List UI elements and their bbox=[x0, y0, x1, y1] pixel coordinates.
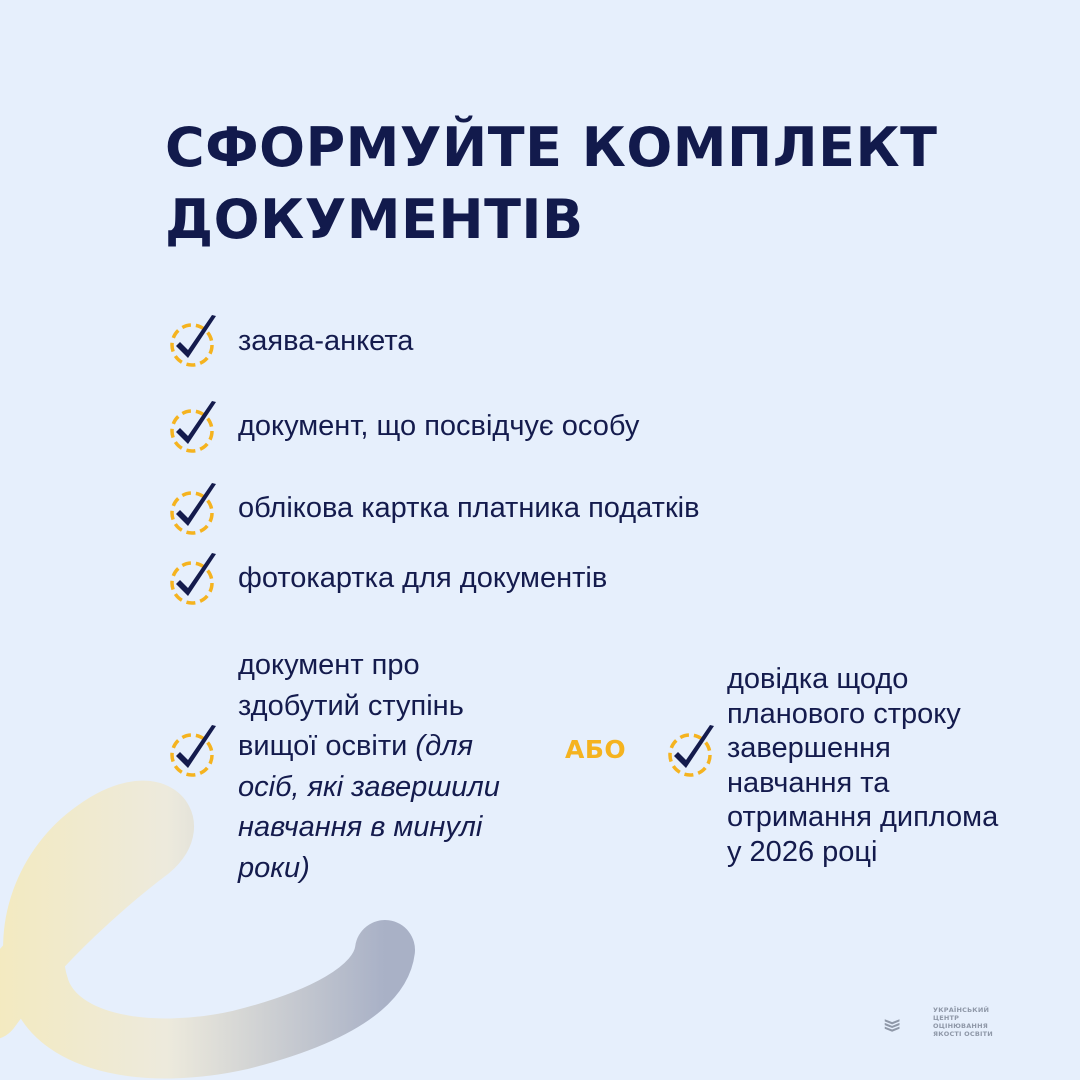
logo-line: ОЦІНЮВАННЯ bbox=[933, 1022, 988, 1030]
check-icon bbox=[166, 722, 222, 782]
checklist-item-label: документ, що посвідчує особу bbox=[238, 410, 640, 442]
option-diploma-line: документ про bbox=[238, 649, 420, 681]
option-diploma-line bbox=[238, 807, 558, 848]
option-certificate-line: довідка щодо bbox=[727, 663, 909, 695]
option-certificate-line: навчання та bbox=[727, 766, 890, 799]
check-icon bbox=[664, 722, 720, 782]
logo-text bbox=[933, 1006, 993, 1038]
option-diploma-plain: вищої освіти bbox=[238, 730, 416, 762]
option-diploma-note: роки) bbox=[238, 851, 310, 884]
check-icon bbox=[166, 398, 222, 458]
option-diploma-line bbox=[238, 848, 558, 889]
page-title bbox=[165, 112, 1025, 256]
check-icon bbox=[166, 480, 222, 540]
check-icon bbox=[166, 550, 222, 610]
option-certificate-line: завершення bbox=[727, 732, 891, 764]
logo-line: ЦЕНТР bbox=[933, 1014, 960, 1022]
logo-line: УКРАЇНСЬКИЙ bbox=[933, 1006, 990, 1014]
title-line-1: СФОРМУЙТЕ КОМПЛЕКТ bbox=[165, 116, 938, 179]
option-diploma-line bbox=[238, 726, 558, 767]
option-certificate-line: планового строку bbox=[727, 697, 961, 730]
option-diploma-line bbox=[238, 767, 558, 808]
option-diploma-text bbox=[238, 645, 558, 888]
option-certificate-line: у 2026 році bbox=[727, 835, 878, 868]
option-diploma-note: навчання в минулі bbox=[238, 811, 483, 843]
option-certificate-line: отримання диплома bbox=[727, 801, 999, 833]
option-diploma-note: (для bbox=[415, 730, 473, 762]
ucoyo-logo-icon bbox=[884, 1004, 932, 1044]
logo-line: ЯКОСТІ ОСВІТИ bbox=[933, 1030, 993, 1038]
option-diploma-note: осіб, які завершили bbox=[238, 770, 500, 803]
checklist-item-label: фотокартка для документів bbox=[238, 562, 608, 594]
option-diploma-line: здобутий ступінь bbox=[238, 689, 464, 722]
check-icon bbox=[166, 312, 222, 372]
option-certificate-text bbox=[727, 662, 1067, 869]
checklist-item-label: заява-анкета bbox=[238, 325, 414, 357]
or-separator: АБО bbox=[565, 735, 627, 764]
checklist-item-label: облікова картка платника податків bbox=[238, 492, 700, 524]
title-line-2: ДОКУМЕНТІВ bbox=[165, 188, 584, 251]
